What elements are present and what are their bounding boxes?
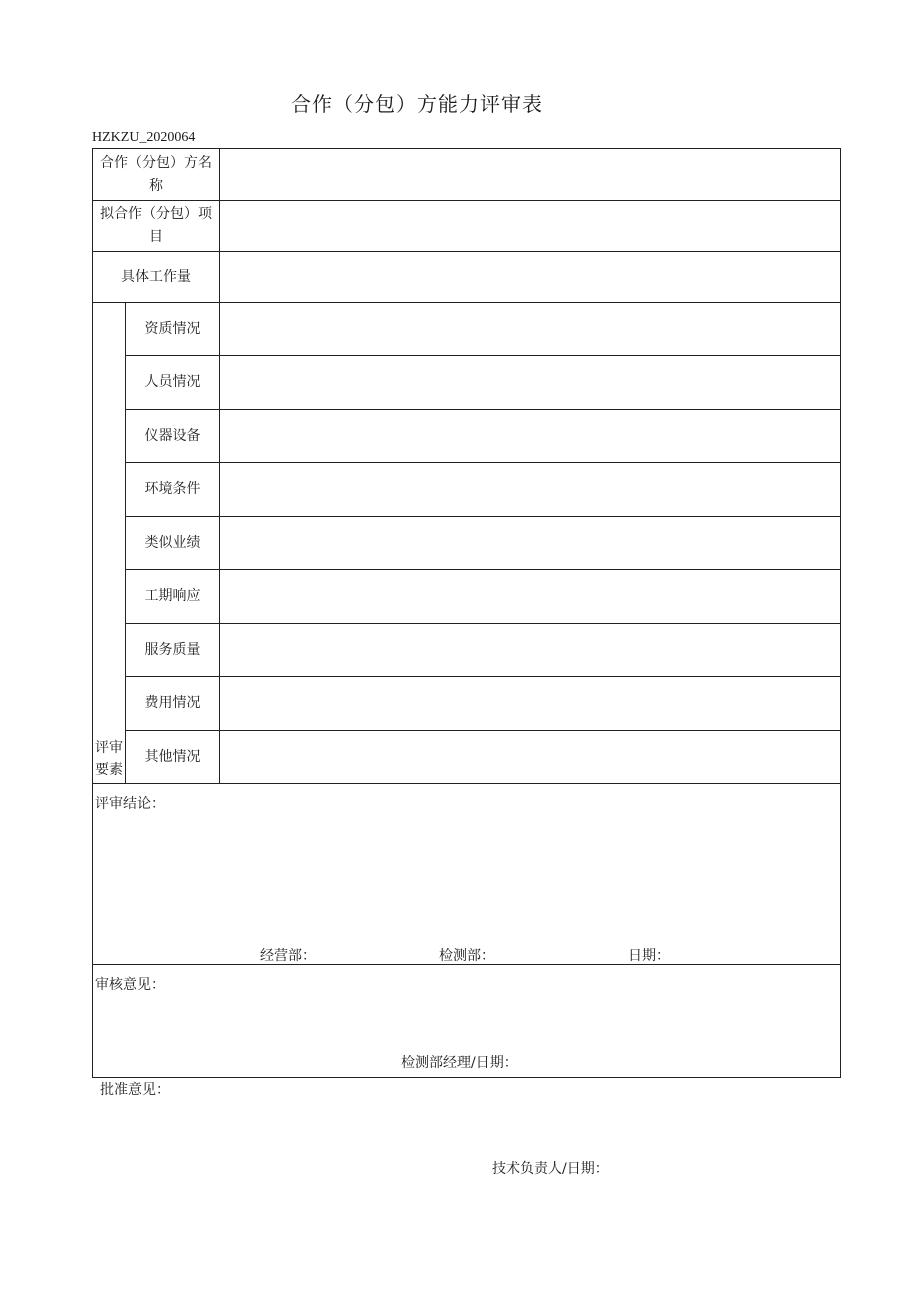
business-dept-label: 经营部： [260,948,316,964]
element-field-other[interactable] [220,731,841,784]
element-field-track-record[interactable] [220,517,841,570]
element-field-service-quality[interactable] [220,624,841,677]
testing-dept-label: 检测部： [439,948,495,964]
row-element [93,677,841,731]
element-label-environment: 环境条件 [126,463,220,517]
row-element [93,356,841,410]
element-label-track-record: 类似业绩 [126,517,220,570]
element-field-environment[interactable] [220,463,841,517]
row-element [93,303,841,356]
conclusion-cell[interactable] [93,784,841,965]
row-project [93,201,841,252]
row-element [93,410,841,463]
partner-name-label: 合作（分包）方名称 [93,149,220,201]
element-label-service-quality: 服务质量 [126,624,220,677]
element-label-qualification: 资质情况 [126,303,220,356]
approval-signature-label: 技术负责人/日期： [492,1161,609,1177]
audit-cell[interactable] [93,965,841,1078]
element-field-equipment[interactable] [220,410,841,463]
row-partner-name [93,149,841,201]
document-title: 合作（分包）方能力评审表 [291,92,543,116]
element-label-personnel: 人员情况 [126,356,220,410]
element-label-cost: 费用情况 [126,677,220,731]
audit-signature-label: 检测部经理/日期： [401,1055,518,1071]
row-element [93,731,841,784]
approval-label: 批准意见： [100,1082,170,1098]
row-element [93,463,841,517]
row-element [93,517,841,570]
project-field[interactable] [220,201,841,252]
element-label-equipment: 仪器设备 [126,410,220,463]
element-label-other: 其他情况 [126,731,220,784]
audit-label: 审核意见： [95,977,165,993]
element-label-schedule: 工期响应 [126,570,220,624]
workload-field[interactable] [220,252,841,303]
row-audit [93,965,841,1078]
workload-label: 具体工作量 [93,252,220,303]
row-workload [93,252,841,303]
row-conclusion [93,784,841,965]
row-element [93,570,841,624]
conclusion-label: 评审结论： [95,796,165,812]
project-label: 拟合作（分包）项目 [93,201,220,252]
element-field-qualification[interactable] [220,303,841,356]
row-element [93,624,841,677]
element-field-cost[interactable] [220,677,841,731]
partner-name-field[interactable] [220,149,841,201]
element-field-schedule[interactable] [220,570,841,624]
review-elements-group-label: 评审要素 [93,303,126,784]
review-form-table [92,148,841,1078]
document-code: HZKZU_2020064 [92,130,196,145]
element-field-personnel[interactable] [220,356,841,410]
conclusion-date-label: 日期： [628,948,670,964]
